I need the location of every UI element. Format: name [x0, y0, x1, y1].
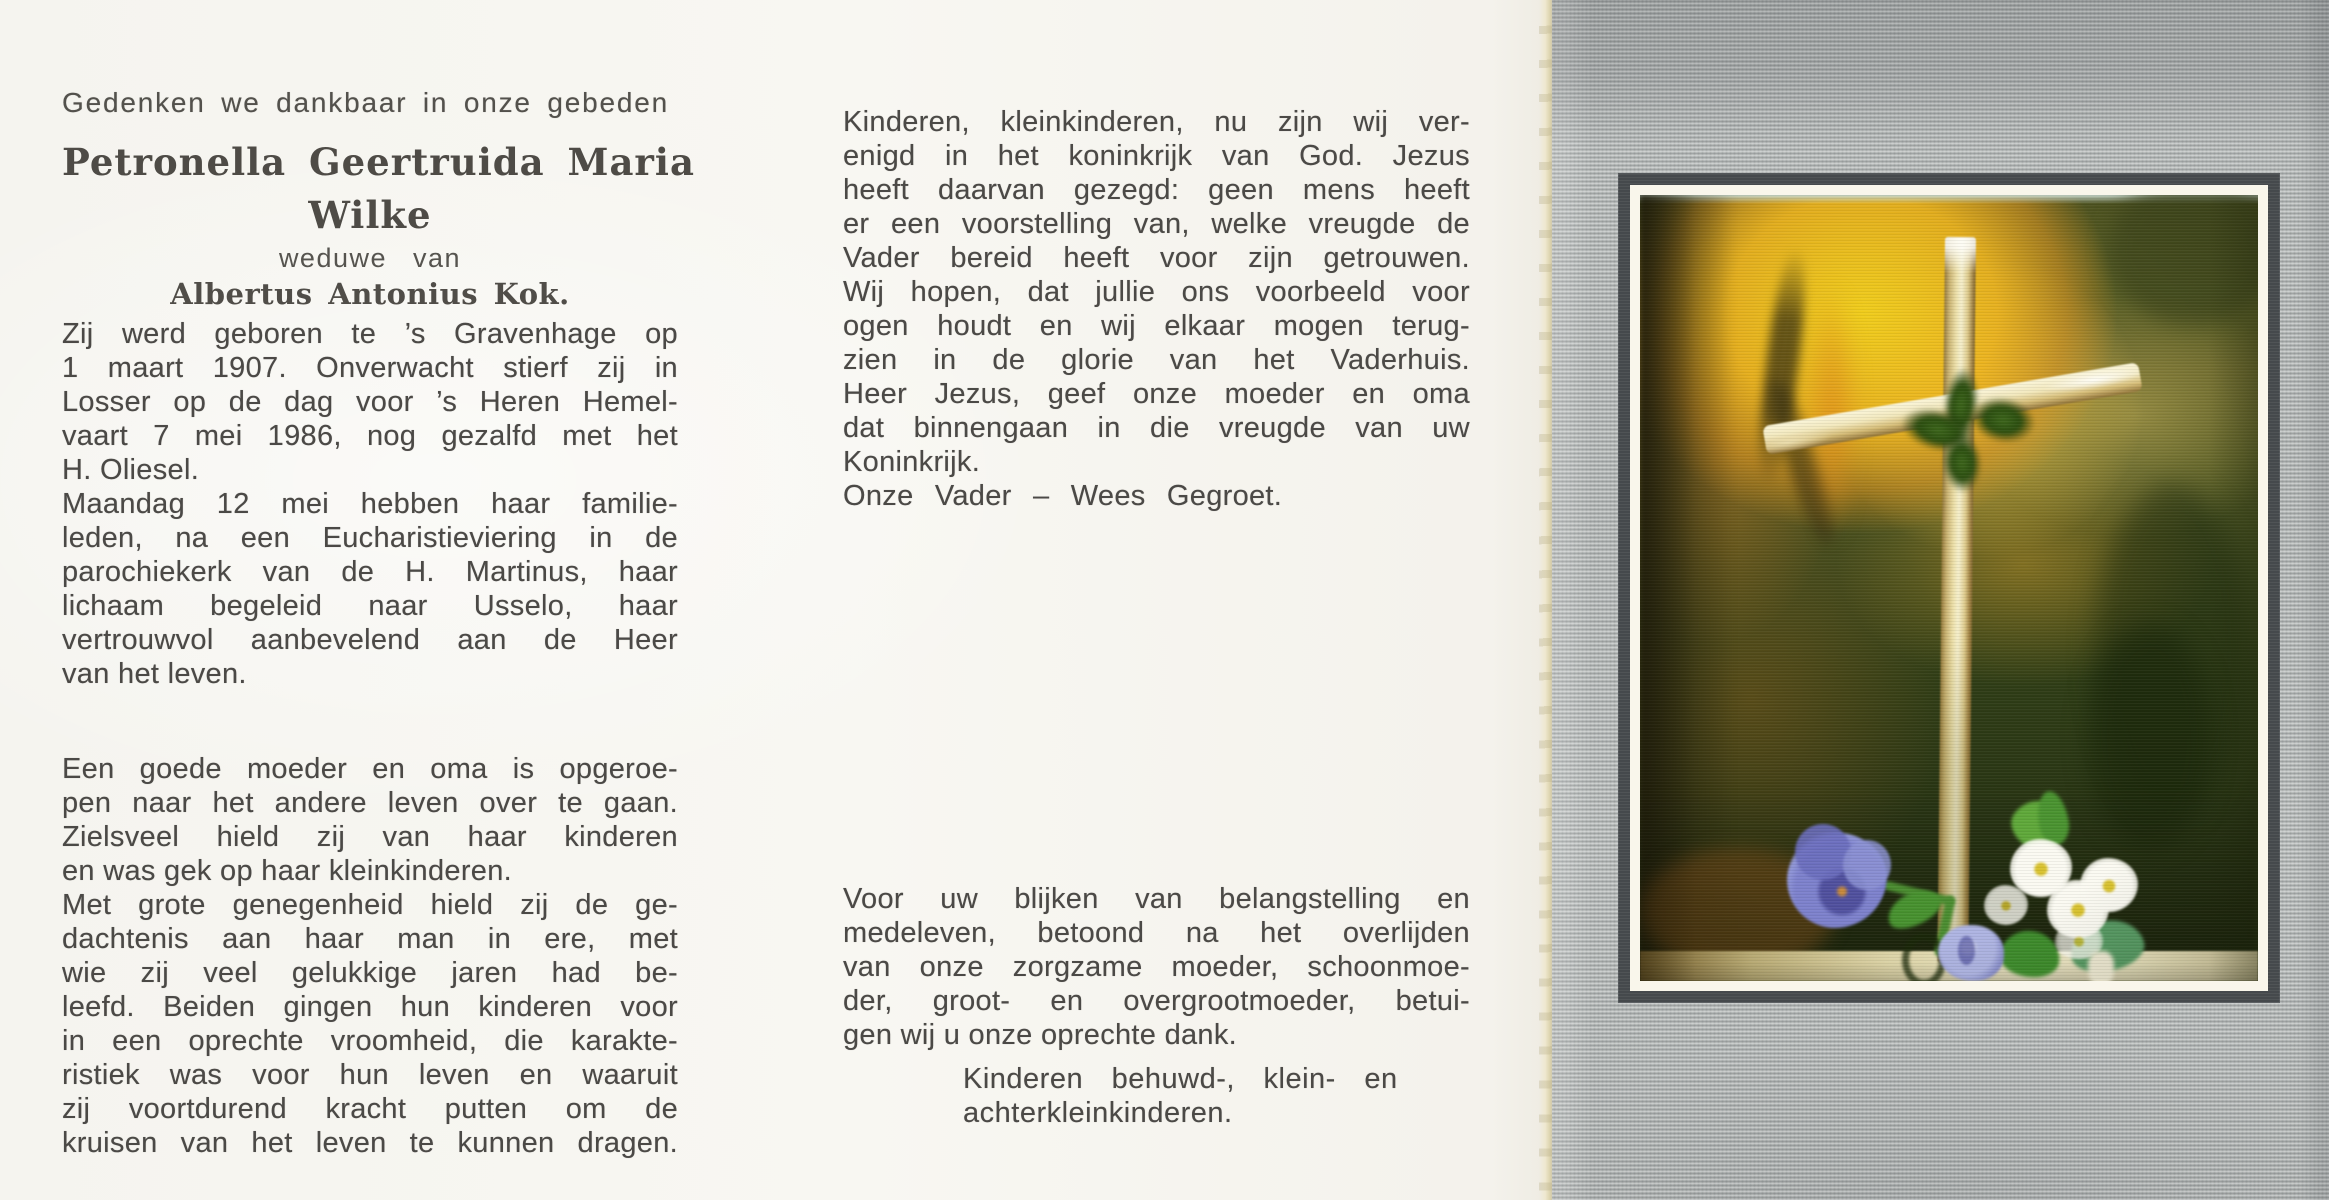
cross-photo: [1640, 195, 2258, 981]
text-line: er een voorstelling van, welke vreugde de: [843, 208, 1470, 240]
text-line: kruisen van het leven te kunnen dragen.: [62, 1127, 678, 1159]
text-block: [62, 487, 678, 691]
deceased-name: [62, 136, 695, 242]
text-line: Losser op de dag voor ’s Heren Hemel-: [62, 386, 678, 418]
text-line: zien in de glorie van het Vaderhuis.: [843, 344, 1470, 376]
signature-lines: [843, 1062, 1470, 1130]
text-line: Wij hopen, dat jullie ons voorbeeld voor: [843, 276, 1470, 308]
text-line: dachtenis aan haar man in ere, met: [62, 923, 678, 955]
text-line: enigd in het koninkrijk van God. Jezus: [843, 140, 1470, 172]
intro-line: Gedenken we dankbaar in onze gebeden: [62, 87, 669, 118]
text-block: [62, 888, 678, 1160]
text-line: Heer Jezus, geef onze moeder en oma: [843, 378, 1470, 410]
text-block: [843, 479, 1470, 513]
photo-vignette: [1640, 195, 2258, 981]
text-line: in een oprechte vroomheid, die karakte-: [62, 1025, 678, 1057]
text-line: achterkleinkinderen.: [963, 1097, 1233, 1129]
text-line: leefd. Beiden gingen hun kinderen voor: [62, 991, 678, 1023]
text-line: vertrouwvol aanbevelend aan de Heer: [62, 624, 678, 656]
text-line: Onze Vader – Wees Gegroet.: [843, 480, 1283, 512]
text-line: van onze zorgzame moeder, schoonmoe-: [843, 951, 1470, 983]
text-block: [963, 1062, 1470, 1130]
text-line: der, groot- en overgrootmoeder, betui-: [843, 985, 1470, 1017]
deceased-name-line1: Petronella Geertruida Maria: [62, 140, 695, 184]
text-line: Zij werd geboren te ’s Gravenhage op: [62, 318, 678, 350]
relation-line: weduwe van: [278, 243, 462, 273]
text-block: [62, 317, 678, 487]
text-line: 1 maart 1907. Onverwacht stierf zij in: [62, 352, 678, 384]
text-line: en was gek op haar kleinkinderen.: [62, 855, 513, 887]
text-line: Met grote genegenheid hield zij de ge-: [62, 889, 678, 921]
text-line: dat binnengaan in die vreugde van uw: [843, 412, 1470, 444]
text-line: gen wij u onze oprechte dank.: [843, 1019, 1238, 1051]
text-line: lichaam begeleid naar Usselo, haar: [62, 590, 678, 622]
text-line: Een goede moeder en oma is opgeroe-: [62, 753, 678, 785]
text-line: Vader bereid heeft voor zijn getrouwen.: [843, 242, 1470, 274]
photo-mat: [1630, 185, 2268, 991]
deceased-name-line2: Wilke: [308, 193, 432, 237]
text-line: ristiek was voor hun leven en waaruit: [62, 1059, 678, 1091]
photo-frame: [1618, 173, 2280, 1003]
spouse-name: Albertus Antonius Kok.: [170, 277, 570, 311]
text-line: H. Oliesel.: [62, 454, 200, 486]
text-line: ogen houdt en wij elkaar mogen terug-: [843, 310, 1470, 342]
text-line: wie zij veel gelukkige jaren had be-: [62, 957, 678, 989]
text-line: vaart 7 mei 1986, nog gezalfd met het: [62, 420, 678, 452]
prayer-paragraph: [843, 105, 1470, 513]
biography-paragraph: [62, 317, 678, 691]
text-line: parochiekerk van de H. Martinus, haar: [62, 556, 678, 588]
text-line: medeleven, betoond na het overlijden: [843, 917, 1470, 949]
thanks-paragraph: [843, 882, 1470, 1052]
text-block: [843, 882, 1470, 1052]
eulogy-paragraph: [62, 752, 678, 1160]
text-line: leden, na een Eucharistieviering in de: [62, 522, 678, 554]
text-line: pen naar het andere leven over te gaan.: [62, 787, 678, 819]
text-line: zij voortdurend kracht putten om de: [62, 1093, 678, 1125]
text-block: [843, 105, 1470, 479]
text-block: [62, 752, 678, 888]
text-line: van het leven.: [62, 658, 247, 690]
text-line: Kinderen behuwd-, klein- en: [963, 1063, 1398, 1095]
text-line: Zielsveel hield zij van haar kinderen: [62, 821, 678, 853]
text-line: Kinderen, kleinkinderen, nu zijn wij ver-: [843, 106, 1470, 138]
text-line: Voor uw blijken van belangstelling en: [843, 883, 1470, 915]
text-line: heeft daarvan gezegd: geen mens heeft: [843, 174, 1470, 206]
text-line: Maandag 12 mei hebben haar familie-: [62, 488, 678, 520]
text-line: Koninkrijk.: [843, 446, 981, 478]
